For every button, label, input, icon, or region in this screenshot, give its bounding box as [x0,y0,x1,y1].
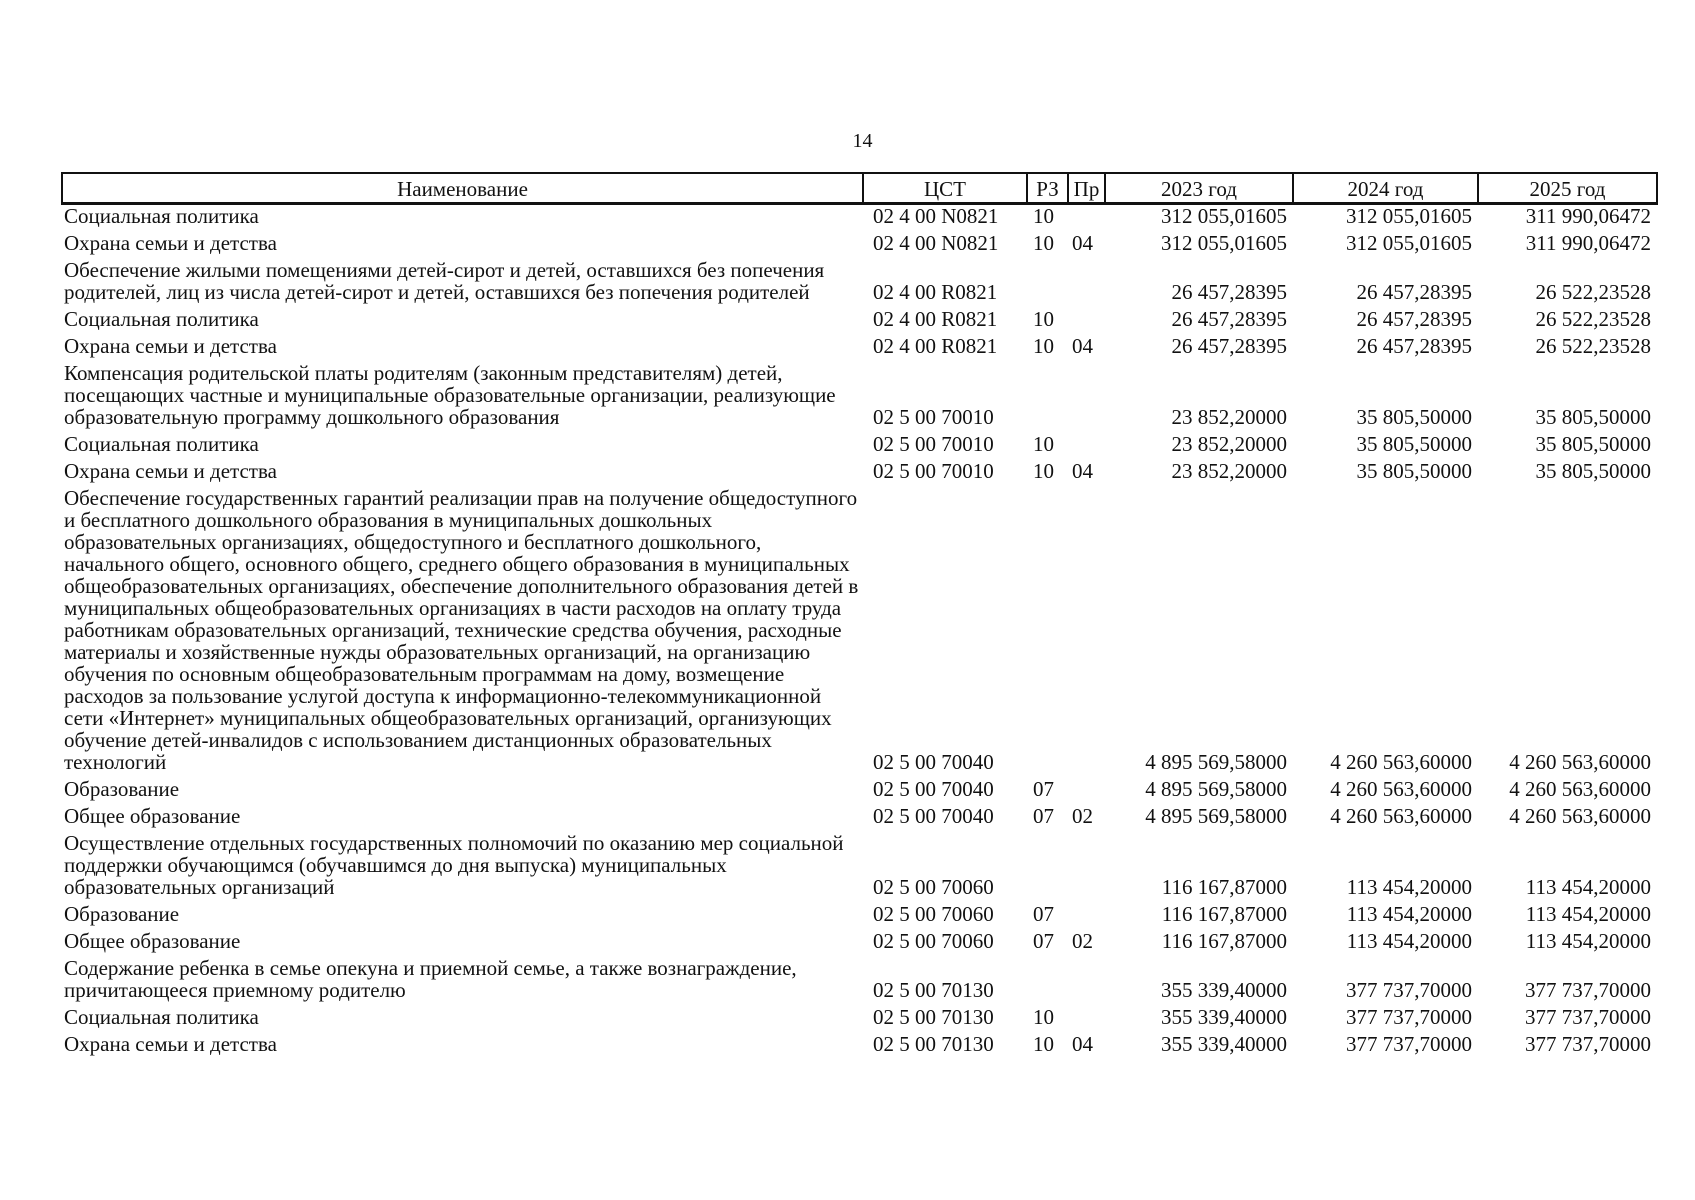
row-section-code [1027,487,1068,778]
column-header-name: Наименование [62,173,863,204]
row-amount-2024: 35 805,50000 [1356,459,1472,483]
row-amount-2023: 23 852,20000 [1171,405,1287,429]
table-row [62,930,1657,957]
row-amount-2024: 4 260 563,60000 [1330,804,1472,828]
row-section-code: 10 [1033,231,1054,255]
column-header-cst: ЦСТ [863,173,1027,204]
row-amount-2023: 4 895 569,58000 [1145,804,1287,828]
row-amount-2023: 355 339,40000 [1161,1005,1287,1029]
row-amount-2023: 116 167,87000 [1161,875,1287,899]
row-section-code: 10 [1033,307,1054,331]
budget-table [61,172,1658,1060]
row-section-code: 07 [1033,929,1054,953]
row-name: Социальная политика [64,204,259,228]
row-amount-2024: 312 055,01605 [1346,204,1472,228]
row-amount-2023: 312 055,01605 [1161,204,1287,228]
table-row [62,335,1657,362]
row-amount-2023: 355 339,40000 [1161,1032,1287,1056]
row-amount-2025: 4 260 563,60000 [1509,804,1651,828]
row-cst-code: 02 5 00 70060 [873,875,994,899]
row-section-code [1027,957,1068,1006]
row-subsection-code: 04 [1072,231,1093,255]
row-cst-code: 02 5 00 70060 [873,929,994,953]
row-section-code: 10 [1033,204,1054,228]
row-amount-2024: 4 260 563,60000 [1330,777,1472,801]
row-section-code: 10 [1033,1032,1054,1056]
row-cst-code: 02 5 00 70040 [873,750,994,774]
row-amount-2023: 116 167,87000 [1161,902,1287,926]
row-name: Обеспечение жилыми помещениями детей-сирот и детей, оставшихся без попечения родителей, лиц из числа детей-сирот и детей, оставшихся без попечения родителей [64,258,825,304]
table-row [62,204,1657,233]
row-subsection-code [1068,1006,1105,1033]
row-name: Охрана семьи и детства [64,459,277,483]
row-subsection-code [1068,778,1105,805]
row-cst-code: 02 5 00 70060 [873,902,994,926]
row-cst-code: 02 5 00 70130 [873,1005,994,1029]
row-cst-code: 02 4 00 R0821 [873,334,998,358]
row-amount-2023: 26 457,28395 [1171,307,1287,331]
row-amount-2025: 377 737,70000 [1525,1005,1651,1029]
row-amount-2025: 377 737,70000 [1525,978,1651,1002]
page-number: 14 [852,130,873,152]
table-row [62,957,1657,1006]
column-header-2024: 2024 год [1293,173,1478,204]
row-amount-2023: 116 167,87000 [1161,929,1287,953]
row-cst-code: 02 5 00 70010 [873,432,994,456]
row-amount-2024: 113 454,20000 [1346,875,1472,899]
row-name: Охрана семьи и детства [64,1032,277,1056]
column-header-2023: 2023 год [1105,173,1293,204]
row-cst-code: 02 4 00 N0821 [873,204,999,228]
table-row [62,460,1657,487]
row-subsection-code [1068,832,1105,903]
row-amount-2025: 4 260 563,60000 [1509,750,1651,774]
row-amount-2024: 113 454,20000 [1346,929,1472,953]
row-amount-2023: 23 852,20000 [1171,432,1287,456]
row-name: Содержание ребенка в семье опекуна и приемной семье, а также вознаграждение, причитающееся приемному родителю [64,956,797,1002]
row-subsection-code [1068,204,1105,233]
row-section-code [1027,259,1068,308]
row-subsection-code [1068,487,1105,778]
row-amount-2025: 113 454,20000 [1525,875,1651,899]
row-amount-2025: 113 454,20000 [1525,902,1651,926]
row-amount-2023: 26 457,28395 [1171,334,1287,358]
row-section-code: 10 [1033,1005,1054,1029]
table-row [62,362,1657,433]
row-amount-2024: 113 454,20000 [1346,902,1472,926]
table-header [62,173,1657,204]
row-cst-code: 02 5 00 70040 [873,777,994,801]
table-row [62,308,1657,335]
row-amount-2025: 4 260 563,60000 [1509,777,1651,801]
row-section-code: 10 [1033,334,1054,358]
row-amount-2025: 26 522,23528 [1535,280,1651,304]
row-amount-2024: 377 737,70000 [1346,1032,1472,1056]
row-amount-2025: 26 522,23528 [1535,334,1651,358]
row-name: Образование [64,902,180,926]
row-name: Социальная политика [64,432,259,456]
row-amount-2024: 312 055,01605 [1346,231,1472,255]
table-row [62,232,1657,259]
row-subsection-code [1068,903,1105,930]
row-amount-2025: 35 805,50000 [1535,459,1651,483]
column-header-pr: Пр [1068,173,1105,204]
row-name: Социальная политика [64,307,259,331]
row-name: Социальная политика [64,1005,259,1029]
row-subsection-code: 02 [1072,929,1093,953]
table-row [62,778,1657,805]
row-amount-2024: 26 457,28395 [1356,334,1472,358]
row-subsection-code [1068,957,1105,1006]
row-amount-2023: 4 895 569,58000 [1145,750,1287,774]
row-name: Обеспечение государственных гарантий реализации прав на получение общедоступного и бесплатного дошкольного образования в муниципальных дошкольных образовательных организациях, общедоступного и бесплатного дошкольного, начального общего, основного общего, среднего общего образования в муниципальных общеобразовательных организациях, обеспечение дополнительного образования детей в муниципальных общеобразовательных организациях в части расходов на оплату труда работникам образовательных организаций, технические средства обучения, расходные материалы и хозяйственные нужды образовательных организаций, на организацию обучения по основным общеобразовательным программам на дому, возмещение расходов за пользование услугой доступа к информационно-телекоммуникационной сети «Интернет» муниципальных общеобразовательных организаций, организующих обучение детей-инвалидов с использованием дистанционных образовательных технологий [64,486,859,774]
row-subsection-code [1068,259,1105,308]
row-amount-2023: 355 339,40000 [1161,978,1287,1002]
row-subsection-code: 04 [1072,334,1093,358]
table-row [62,903,1657,930]
row-amount-2024: 26 457,28395 [1356,307,1472,331]
row-name: Охрана семьи и детства [64,231,277,255]
row-name: Компенсация родительской платы родителям (законным представителям) детей, посещающих частные и муниципальные образовательные организации, реализующие образовательную программу дошкольного образования [64,361,836,429]
column-header-rz: РЗ [1027,173,1068,204]
row-cst-code: 02 4 00 R0821 [873,307,998,331]
row-subsection-code [1068,362,1105,433]
row-amount-2025: 311 990,06472 [1525,231,1651,255]
row-cst-code: 02 5 00 70040 [873,804,994,828]
row-amount-2024: 26 457,28395 [1356,280,1472,304]
table-row [62,832,1657,903]
row-cst-code: 02 4 00 N0821 [873,231,999,255]
row-subsection-code [1068,433,1105,460]
row-amount-2023: 23 852,20000 [1171,459,1287,483]
row-amount-2024: 4 260 563,60000 [1330,750,1472,774]
row-section-code: 10 [1033,459,1054,483]
row-section-code [1027,832,1068,903]
row-subsection-code: 02 [1072,804,1093,828]
row-subsection-code: 04 [1072,459,1093,483]
row-amount-2025: 35 805,50000 [1535,405,1651,429]
row-amount-2025: 113 454,20000 [1525,929,1651,953]
row-amount-2024: 35 805,50000 [1356,405,1472,429]
row-amount-2023: 26 457,28395 [1171,280,1287,304]
row-name: Осуществление отдельных государственных полномочий по оказанию мер социальной поддержки обучающимся (обучавшимся до дня выпуска) муниципальных образовательных организаций [64,831,844,899]
row-amount-2025: 35 805,50000 [1535,432,1651,456]
row-section-code: 07 [1033,777,1054,801]
row-amount-2023: 312 055,01605 [1161,231,1287,255]
table-row [62,487,1657,778]
row-amount-2024: 377 737,70000 [1346,1005,1472,1029]
row-section-code: 07 [1033,902,1054,926]
column-header-2025: 2025 год [1478,173,1657,204]
row-name: Образование [64,777,180,801]
row-amount-2025: 377 737,70000 [1525,1032,1651,1056]
row-amount-2025: 26 522,23528 [1535,307,1651,331]
row-name: Общее образование [64,929,241,953]
row-cst-code: 02 5 00 70010 [873,405,994,429]
row-section-code [1027,362,1068,433]
row-amount-2023: 4 895 569,58000 [1145,777,1287,801]
row-name: Общее образование [64,804,241,828]
table-row [62,805,1657,832]
table-row [62,433,1657,460]
row-cst-code: 02 5 00 70130 [873,1032,994,1056]
row-cst-code: 02 5 00 70010 [873,459,994,483]
row-amount-2024: 377 737,70000 [1346,978,1472,1002]
row-amount-2024: 35 805,50000 [1356,432,1472,456]
row-amount-2025: 311 990,06472 [1525,204,1651,228]
row-cst-code: 02 5 00 70130 [873,978,994,1002]
row-subsection-code: 04 [1072,1032,1093,1056]
row-subsection-code [1068,308,1105,335]
row-section-code: 07 [1033,804,1054,828]
table-row [62,1006,1657,1033]
table-row [62,259,1657,308]
row-cst-code: 02 4 00 R0821 [873,280,998,304]
row-name: Охрана семьи и детства [64,334,277,358]
table-row [62,1033,1657,1060]
table-body [62,204,1657,1061]
row-section-code: 10 [1033,432,1054,456]
